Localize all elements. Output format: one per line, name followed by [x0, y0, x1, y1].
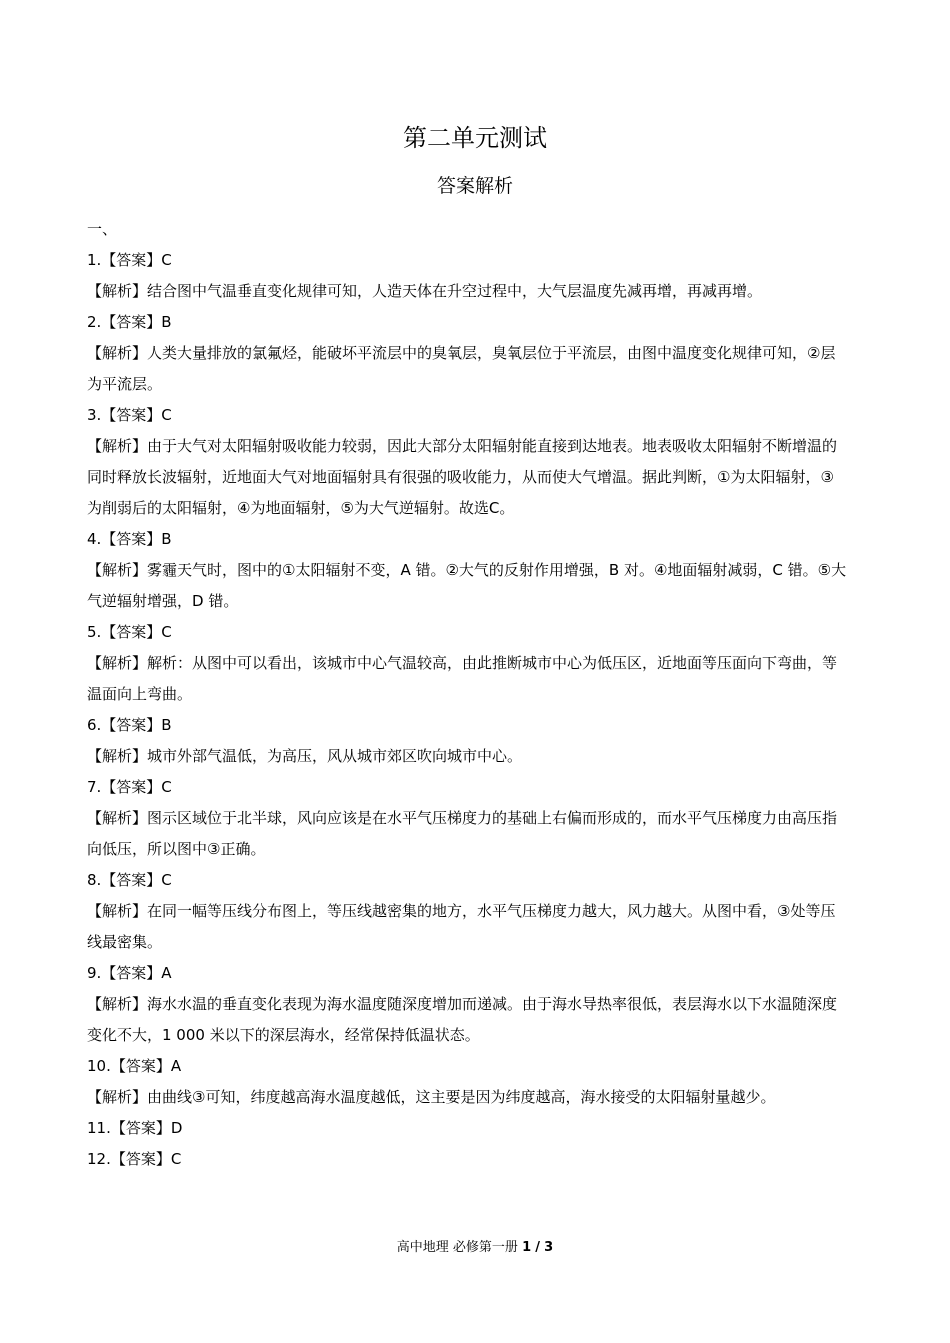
- page-title: 第二单元测试: [403, 124, 547, 152]
- footer-label: 高中地理 必修第一册: [396, 1240, 518, 1255]
- answer-11: 11.【答案】D: [87, 1119, 183, 1137]
- analysis-10: 【解析】由曲线③可知，纬度越高海水温度越低，这主要是因为纬度越高，海水接受的太阳辐射量越少。: [87, 1088, 776, 1106]
- analysis-9: 【解析】海水水温的垂直变化表现为海水温度随深度增加而递减。由于海水导热率很低，表层海水以下水温随深度变化不大，1 000 米以下的深层海水，经常保持低温状态。: [87, 995, 838, 1044]
- answer-1: 1.【答案】C: [87, 251, 172, 269]
- analysis-8: 【解析】在同一幅等压线分布图上，等压线越密集的地方，水平气压梯度力越大，风力越大。从图中看，③处等压线最密集。: [87, 902, 836, 951]
- answer-9: 9.【答案】A: [87, 964, 172, 982]
- footer-page-current: 1: [522, 1240, 532, 1255]
- analysis-1: 【解析】结合图中气温垂直变化规律可知，人造天体在升空过程中，大气层温度先减再增，再减再增。: [87, 282, 763, 300]
- answer-6: 6.【答案】B: [87, 716, 172, 734]
- answer-5: 5.【答案】C: [87, 623, 172, 641]
- answer-12: 12.【答案】C: [87, 1150, 182, 1168]
- answer-10: 10.【答案】A: [87, 1057, 182, 1075]
- analysis-6: 【解析】城市外部气温低，为高压，风从城市郊区吹向城市中心。: [87, 747, 523, 765]
- section-heading: 一、: [87, 220, 118, 238]
- analysis-7: 【解析】图示区域位于北半球，风向应该是在水平气压梯度力的基础上右偏而形成的，而水平气压梯度力由高压指向低压，所以图中③正确。: [87, 809, 838, 858]
- analysis-4: 【解析】雾霾天气时，图中的①太阳辐射不变，A 错。②大气的反射作用增强，B 对。④地面辐射减弱，C 错。⑤大气逆辐射增强，D 错。: [87, 561, 847, 610]
- answer-8: 8.【答案】C: [87, 871, 172, 889]
- footer-page-total: 3: [544, 1240, 554, 1255]
- answer-3: 3.【答案】C: [87, 406, 172, 424]
- answer-7: 7.【答案】C: [87, 778, 172, 796]
- answer-4: 4.【答案】B: [87, 530, 172, 548]
- page-subtitle: 答案解析: [436, 175, 513, 197]
- footer-page-separator: /: [535, 1240, 541, 1255]
- analysis-5: 【解析】解析：从图中可以看出，该城市中心气温较高，由此推断城市中心为低压区，近地面等压面向下弯曲，等温面向上弯曲。: [87, 654, 838, 703]
- answer-2: 2.【答案】B: [87, 313, 172, 331]
- analysis-2: 【解析】人类大量排放的氯氟烃，能破坏平流层中的臭氧层，臭氧层位于平流层，由图中温度变化规律可知，②层为平流层。: [87, 344, 836, 393]
- analysis-3: 【解析】由于大气对太阳辐射吸收能力较弱，因此大部分太阳辐射能直接到达地表。地表吸收太阳辐射不断增温的同时释放长波辐射，近地面大气对地面辐射具有很强的吸收能力，从而使大气增温。据此判断，①为太阳辐射，③为削弱后的太阳辐射，④为地面辐射，⑤为大气逆辐射。故选C。: [87, 437, 838, 517]
- answer-content: [87, 214, 847, 1175]
- page-footer: [0, 1238, 950, 1258]
